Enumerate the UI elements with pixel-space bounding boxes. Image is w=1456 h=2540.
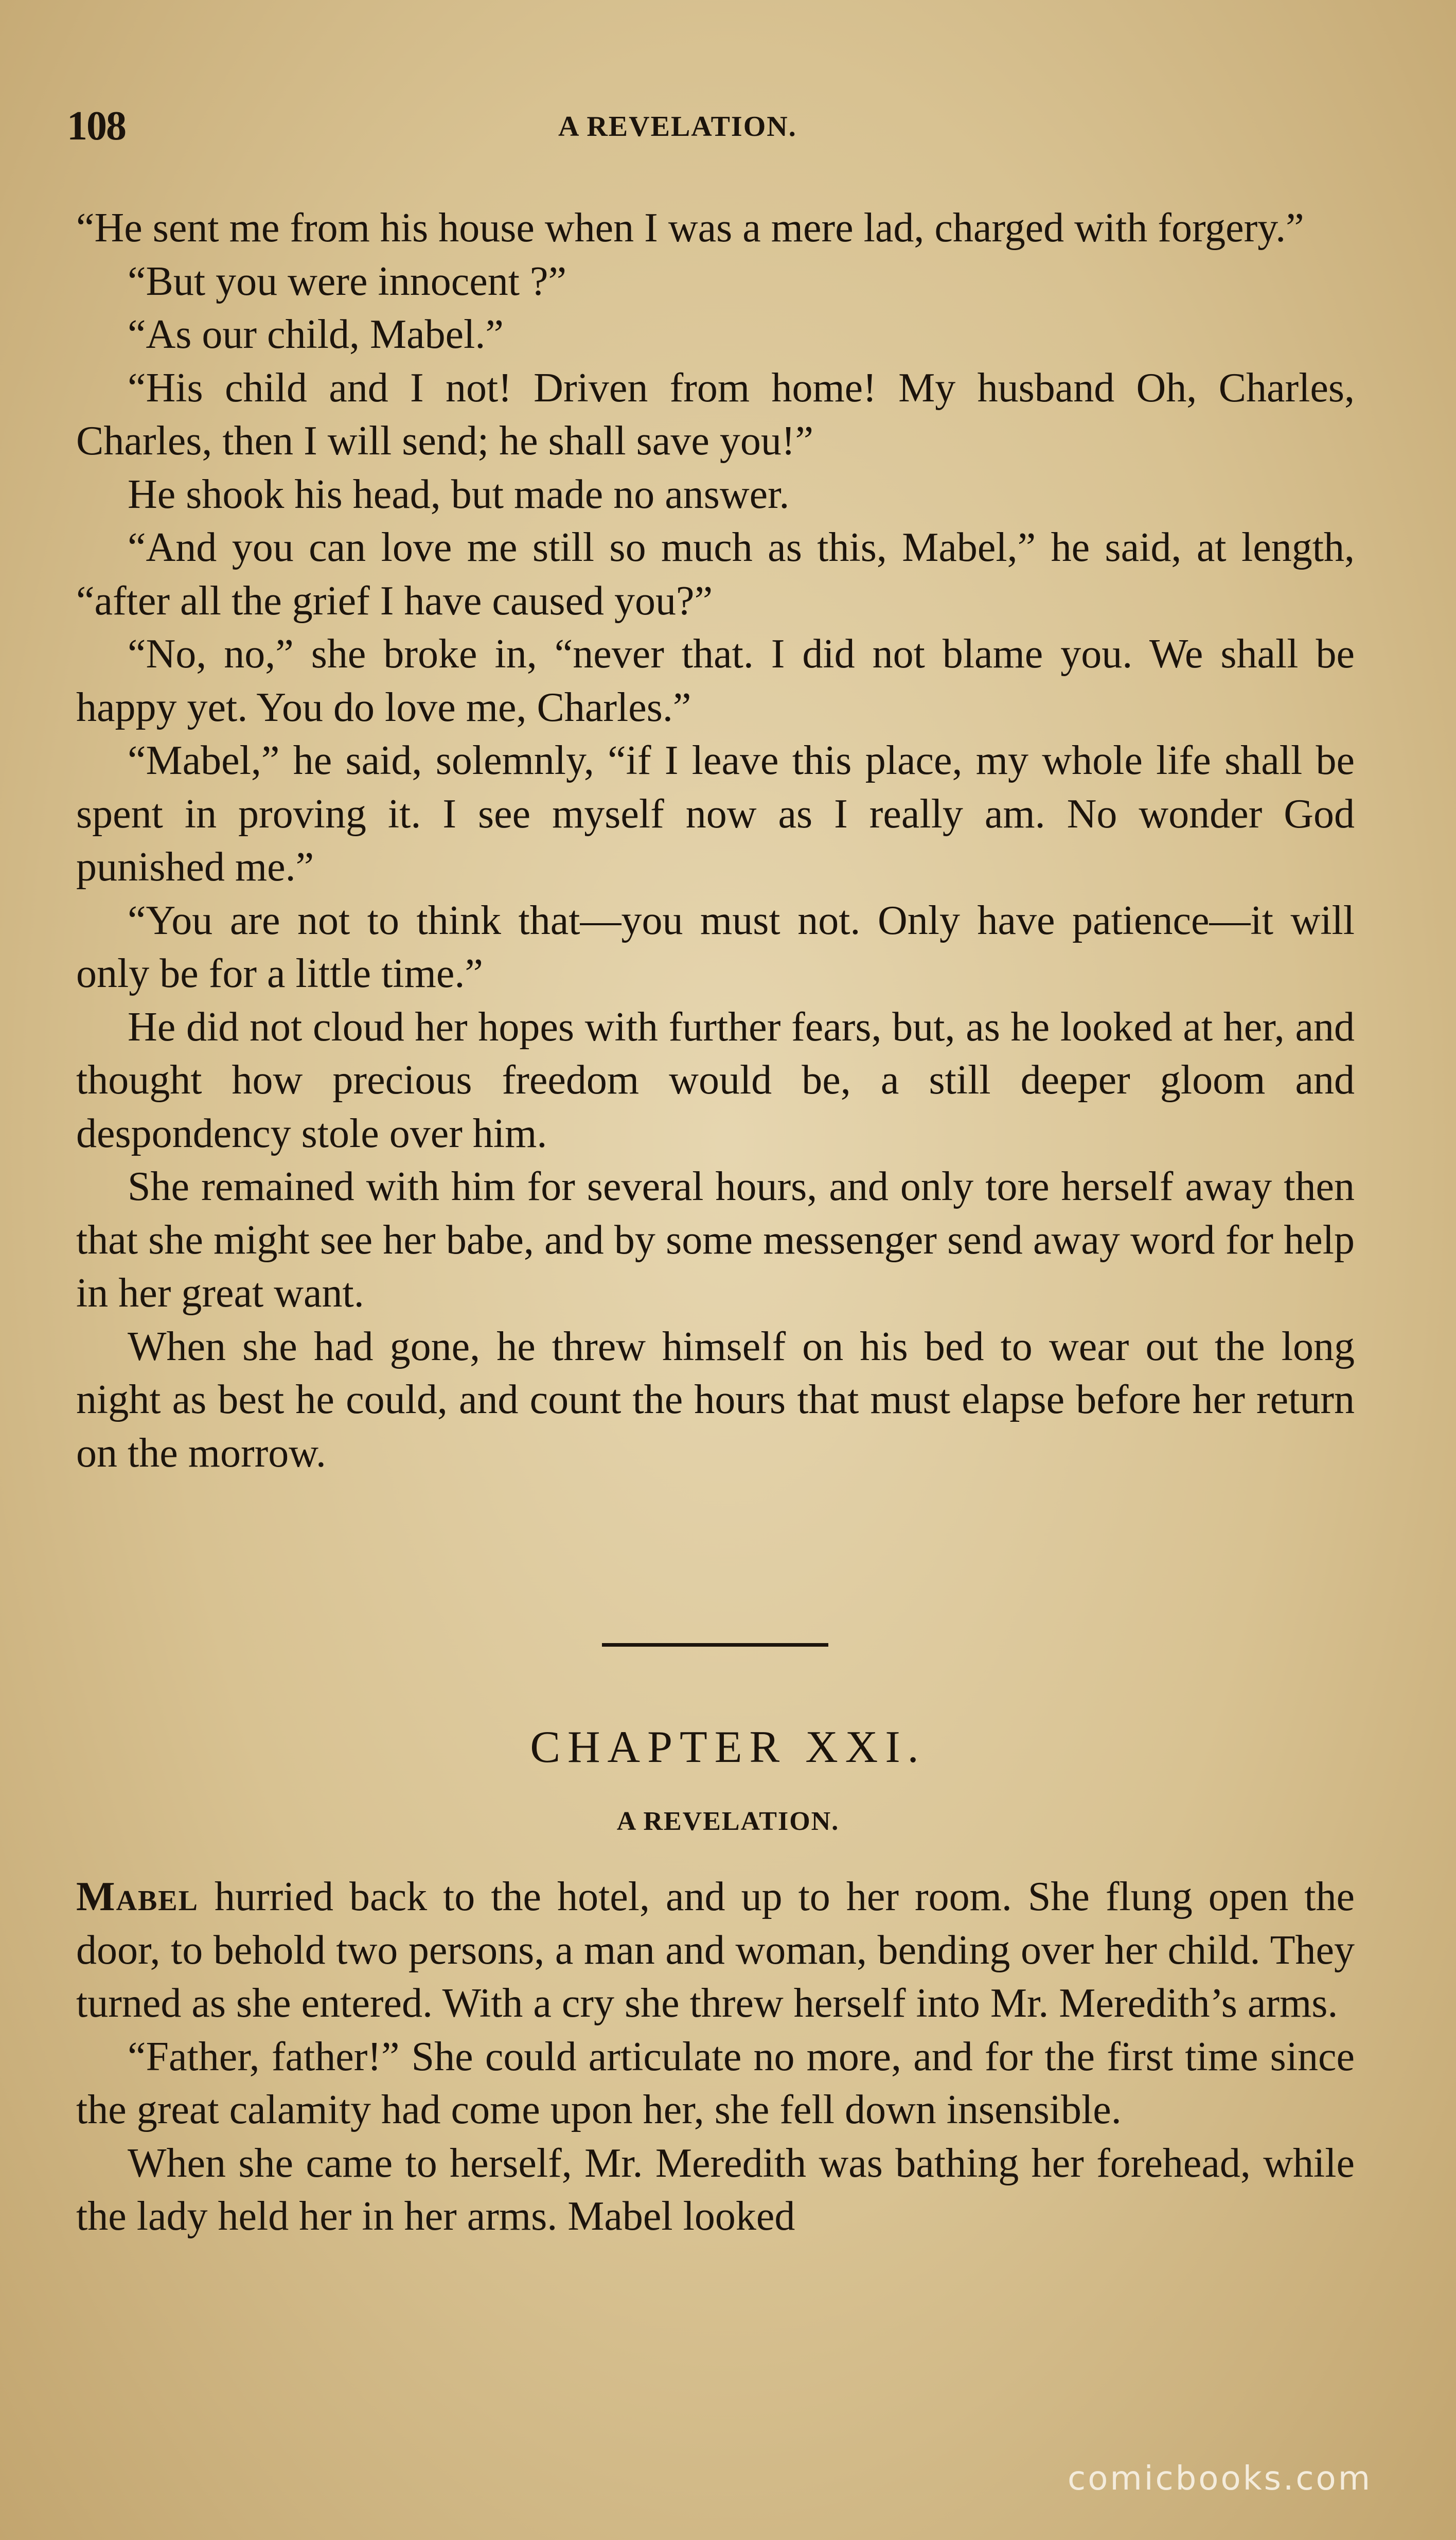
paragraph: When she had gone, he threw himself on his bed to wear out the long night as best he could, and count the hours that must elapse before her return on the morrow. xyxy=(76,1324,1355,1476)
text-before-chapter xyxy=(76,202,1355,1480)
text-after-chapter xyxy=(76,1871,1355,2244)
paragraph: “As our child, Mabel.” xyxy=(128,312,504,357)
paragraph: She remained with him for several hours, and only tore herself away then that she might see her babe, and by some messenger send away word for help in her great want. xyxy=(76,1164,1355,1316)
paragraph: “Father, father!” She could articulate no more, and for the first time since the great calamity had come upon her, she fell down insensible. xyxy=(76,2034,1355,2132)
watermark: comicbooks.com xyxy=(1068,2460,1373,2498)
page-header xyxy=(0,103,1456,149)
chapter-subtitle: A REVELATION. xyxy=(616,1807,840,1836)
paragraph: “And you can love me still so much as this, Mabel,” he said, at length, “after all the grief I have caused you?” xyxy=(76,525,1355,624)
paragraph: He did not cloud her hopes with further fears, but, as he looked at her, and thought how precious freedom would be, a still deeper gloom and despondency stole over him. xyxy=(76,1004,1355,1156)
opening-text: hurried back to the hotel, and up to her room. She flung open the door, to behold two persons, a man and woman, bending over her child. They turned as she entered. With a cry she threw herself into Mr. Meredith’s arms. xyxy=(76,1874,1355,2026)
paragraph: “You are not to think that—you must not. Only have patience—it will only be for a little time.” xyxy=(76,897,1355,996)
paragraph: When she came to herself, Mr. Meredith was bathing her forehead, while the lady held her in her arms. Mabel looked xyxy=(76,2140,1355,2239)
section-divider xyxy=(602,1643,828,1647)
chapter-title: CHAPTER XXI. xyxy=(530,1722,926,1772)
opening-word: Mabel xyxy=(76,1874,199,1919)
opening-paragraph xyxy=(76,1871,1355,2031)
paragraph: “His child and I not! Driven from home! My husband Oh, Charles, Charles, then I will send; he shall save you!” xyxy=(76,365,1355,464)
paragraph: “But you were innocent ?” xyxy=(128,258,567,304)
paragraph: “No, no,” she broke in, “never that. I did not blame you. We shall be happy yet. You do love me, Charles.” xyxy=(76,631,1355,730)
paragraph: He shook his head, but made no answer. xyxy=(128,471,790,517)
running-head: A REVELATION. xyxy=(558,111,797,143)
paragraph: “He sent me from his house when I was a mere lad, charged with forgery.” xyxy=(76,205,1304,251)
page-number: 108 xyxy=(67,103,126,149)
paragraph: “Mabel,” he said, solemnly, “if I leave this place, my whole life shall be spent in proving it. I see myself now as I really am. No wonder God punished me.” xyxy=(76,738,1355,890)
